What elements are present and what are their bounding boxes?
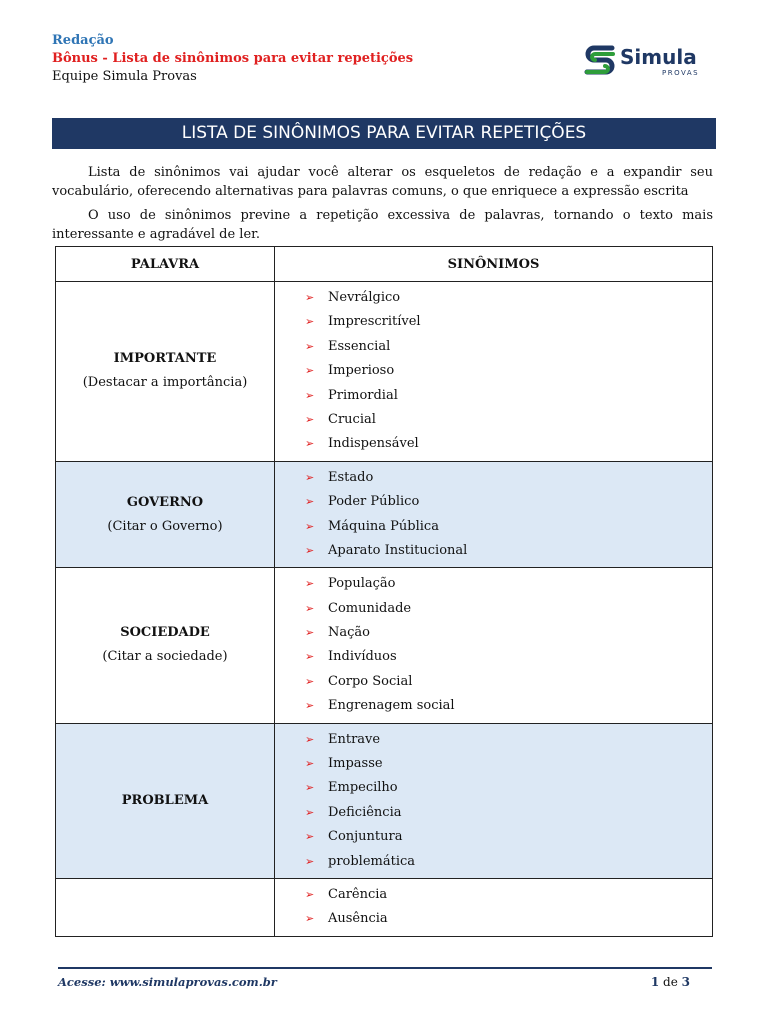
word-note: (Destacar a importância) bbox=[82, 375, 248, 391]
list-item bbox=[305, 752, 712, 776]
synonym-text: Indispensável bbox=[328, 436, 419, 452]
synonym-text: Nação bbox=[328, 625, 370, 641]
arrow-bullet-icon: ➢ bbox=[305, 912, 315, 926]
list-item bbox=[305, 645, 712, 669]
arrow-bullet-icon: ➢ bbox=[305, 854, 315, 868]
list-item bbox=[305, 466, 712, 490]
arrow-bullet-icon: ➢ bbox=[305, 699, 315, 713]
synonym-text: Impasse bbox=[328, 756, 383, 772]
list-item bbox=[305, 310, 712, 334]
header-team: Equipe Simula Provas bbox=[52, 69, 197, 84]
page-current: 1 bbox=[650, 975, 660, 989]
list-item bbox=[305, 539, 712, 563]
page-of: de bbox=[663, 975, 678, 989]
synonym-text: Deficiência bbox=[328, 804, 402, 820]
word-cell bbox=[56, 282, 275, 462]
list-item bbox=[305, 850, 712, 874]
arrow-bullet-icon: ➢ bbox=[305, 388, 315, 402]
synonyms-table bbox=[55, 246, 713, 937]
list-item bbox=[305, 384, 712, 408]
synonym-text: Primordial bbox=[328, 387, 398, 403]
list-item bbox=[305, 621, 712, 645]
synonyms-list bbox=[305, 883, 712, 932]
list-item bbox=[305, 408, 712, 432]
arrow-bullet-icon: ➢ bbox=[305, 412, 315, 426]
synonym-text: Máquina Pública bbox=[328, 518, 439, 534]
table-row bbox=[56, 568, 713, 723]
page-title-banner: LISTA DE SINÔNIMOS PARA EVITAR REPETIÇÕES bbox=[52, 118, 716, 149]
synonym-text: Indivíduos bbox=[328, 649, 397, 665]
synonym-text: problemática bbox=[328, 853, 416, 869]
page-number bbox=[651, 975, 690, 989]
synonym-text: Corpo Social bbox=[328, 673, 413, 689]
word-label: GOVERNO bbox=[126, 494, 204, 510]
arrow-bullet-icon: ➢ bbox=[305, 519, 315, 533]
page-total: 3 bbox=[681, 975, 690, 989]
arrow-bullet-icon: ➢ bbox=[305, 626, 315, 640]
footer-site-link[interactable]: Acesse: www.simulaprovas.com.br bbox=[58, 975, 277, 989]
arrow-bullet-icon: ➢ bbox=[305, 437, 315, 451]
table-row bbox=[56, 723, 713, 878]
arrow-bullet-icon: ➢ bbox=[305, 577, 315, 591]
synonyms-cell bbox=[275, 568, 713, 723]
logo-s-icon bbox=[582, 42, 618, 80]
list-item bbox=[305, 776, 712, 800]
list-item bbox=[305, 825, 712, 849]
list-item bbox=[305, 335, 712, 359]
list-item bbox=[305, 728, 712, 752]
list-item bbox=[305, 694, 712, 718]
arrow-bullet-icon: ➢ bbox=[305, 830, 315, 844]
list-item bbox=[305, 907, 712, 931]
synonyms-list bbox=[305, 286, 712, 457]
synonyms-list bbox=[305, 728, 712, 874]
synonyms-cell bbox=[275, 878, 713, 936]
arrow-bullet-icon: ➢ bbox=[305, 757, 315, 771]
word-note: (Citar o Governo) bbox=[107, 518, 223, 534]
synonym-text: Estado bbox=[328, 469, 374, 485]
arrow-bullet-icon: ➢ bbox=[305, 364, 315, 378]
synonyms-cell bbox=[275, 282, 713, 462]
word-label: SOCIEDADE bbox=[120, 625, 210, 641]
synonym-text: Aparato Institucional bbox=[328, 542, 468, 558]
word-cell bbox=[56, 878, 275, 936]
synonyms-list bbox=[305, 572, 712, 718]
arrow-bullet-icon: ➢ bbox=[305, 781, 315, 795]
list-item bbox=[305, 359, 712, 383]
arrow-bullet-icon: ➢ bbox=[305, 805, 315, 819]
list-item bbox=[305, 515, 712, 539]
table-row bbox=[56, 282, 713, 462]
synonym-text: Imprescritível bbox=[328, 314, 421, 330]
synonyms-list bbox=[305, 466, 712, 564]
synonym-text: Carência bbox=[328, 886, 388, 902]
list-item bbox=[305, 490, 712, 514]
list-item bbox=[305, 883, 712, 907]
table-body bbox=[56, 282, 713, 937]
intro-paragraph-1: Lista de sinônimos vai ajudar você alterar os esqueletos de redação e a expandir seu vocabulário, oferecendo alternativas para palavras comuns, o que enriquece a expressão escrita bbox=[52, 165, 713, 199]
logo-word: Simula bbox=[620, 45, 697, 69]
table-header-row bbox=[56, 247, 713, 282]
intro-paragraph-2: O uso de sinônimos previne a repetição excessiva de palavras, tornando o texto mais interessante e agradável de ler. bbox=[52, 208, 713, 242]
arrow-bullet-icon: ➢ bbox=[305, 339, 315, 353]
header-word: PALAVRA bbox=[56, 247, 275, 282]
arrow-bullet-icon: ➢ bbox=[305, 674, 315, 688]
arrow-bullet-icon: ➢ bbox=[305, 650, 315, 664]
synonym-text: Empecilho bbox=[328, 780, 398, 796]
logo-sub: PROVAS bbox=[662, 69, 700, 77]
synonym-text: Nevrálgico bbox=[328, 290, 401, 305]
arrow-bullet-icon: ➢ bbox=[305, 291, 315, 304]
list-item bbox=[305, 597, 712, 621]
synonym-text: Engrenagem social bbox=[328, 698, 455, 714]
synonyms-cell bbox=[275, 461, 713, 568]
synonym-text: Entrave bbox=[328, 731, 381, 747]
synonym-text: População bbox=[328, 576, 396, 592]
list-item bbox=[305, 286, 712, 310]
word-label: IMPORTANTE bbox=[113, 351, 217, 367]
synonym-text: Comunidade bbox=[328, 600, 412, 616]
word-label: PROBLEMA bbox=[121, 792, 209, 808]
list-item bbox=[305, 572, 712, 596]
synonym-text: Poder Público bbox=[328, 494, 420, 510]
synonym-text: Conjuntura bbox=[328, 829, 403, 845]
page-header bbox=[52, 32, 716, 92]
list-item bbox=[305, 432, 712, 456]
arrow-bullet-icon: ➢ bbox=[305, 495, 315, 509]
arrow-bullet-icon: ➢ bbox=[305, 887, 315, 901]
synonym-text: Ausência bbox=[328, 911, 388, 927]
header-subject: Redação bbox=[52, 33, 114, 48]
header-synonyms: SINÔNIMOS bbox=[275, 247, 713, 282]
arrow-bullet-icon: ➢ bbox=[305, 315, 315, 329]
word-note: (Citar a sociedade) bbox=[102, 649, 228, 665]
header-title: Bônus - Lista de sinônimos para evitar repetições bbox=[52, 51, 414, 66]
synonym-text: Imperioso bbox=[328, 363, 395, 379]
word-cell bbox=[56, 461, 275, 568]
word-cell bbox=[56, 723, 275, 878]
list-item bbox=[305, 670, 712, 694]
arrow-bullet-icon: ➢ bbox=[305, 543, 315, 557]
footer-divider bbox=[58, 967, 712, 969]
arrow-bullet-icon: ➢ bbox=[305, 732, 315, 746]
word-cell bbox=[56, 568, 275, 723]
table-row bbox=[56, 461, 713, 568]
synonyms-cell bbox=[275, 723, 713, 878]
table-row bbox=[56, 878, 713, 936]
synonym-text: Essencial bbox=[328, 338, 391, 354]
simula-provas-logo bbox=[582, 42, 702, 82]
synonym-text: Crucial bbox=[328, 411, 376, 427]
arrow-bullet-icon: ➢ bbox=[305, 601, 315, 615]
list-item bbox=[305, 801, 712, 825]
arrow-bullet-icon: ➢ bbox=[305, 470, 315, 484]
